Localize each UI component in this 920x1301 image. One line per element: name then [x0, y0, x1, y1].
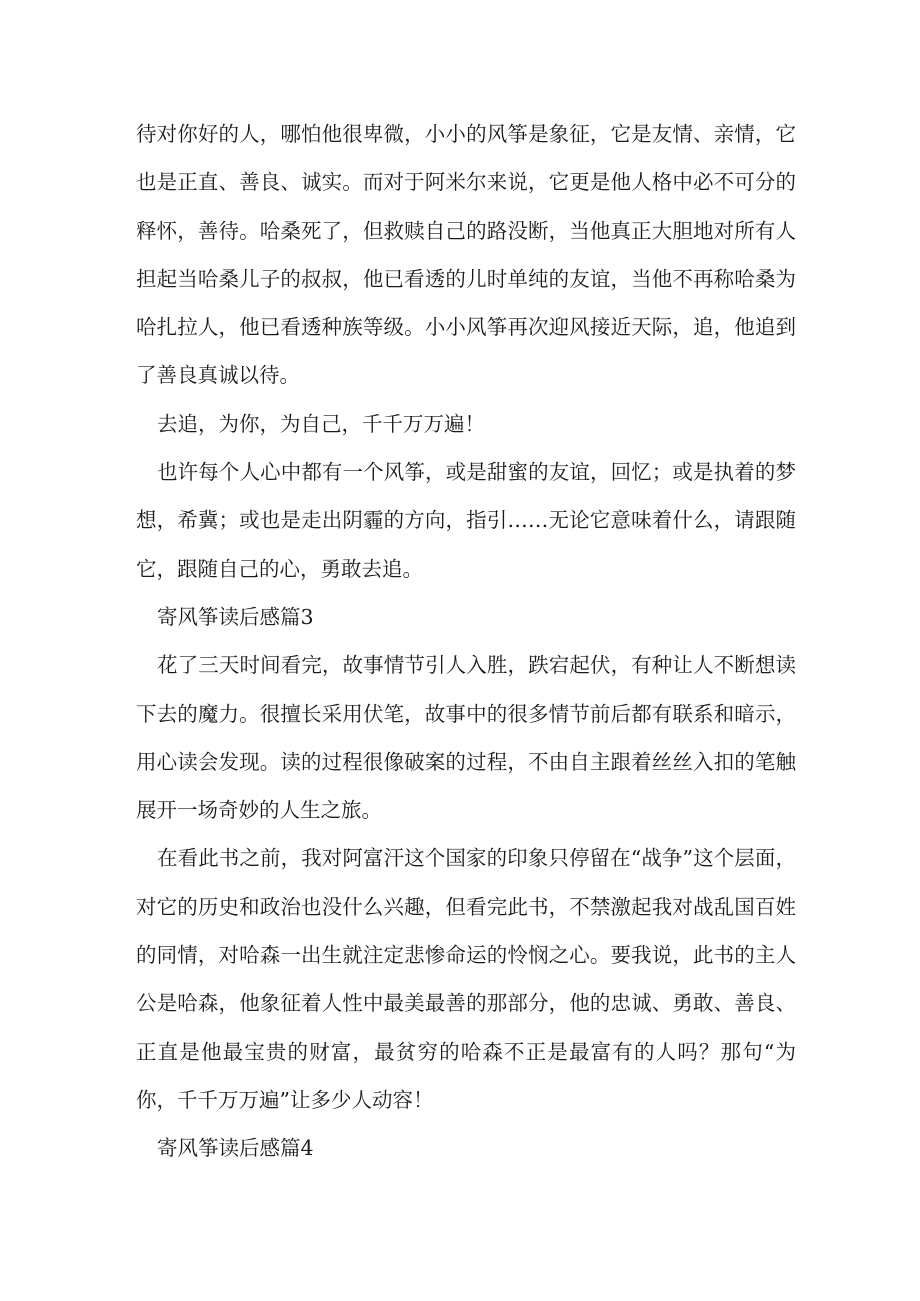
document-body: [136, 110, 796, 1173]
paragraph-afghanistan: 在看此书之前，我对阿富汗这个国家的印象只停留在“战争”这个层面，对它的历史和政治也没什么兴趣，但看完此书，不禁激起我对战乱国百姓的同情，对哈森一出生就注定悲惨命运的怜悯之心。要我说，此书的主人公是哈森，他象征着人性中最美最善的那部分，他的忠诚、勇敢、善良、正直是他最宝贵的财富，最贫穷的哈森不正是最富有的人吗？那句“为你，千千万万遍”让多少人动容！: [136, 846, 796, 1112]
paragraph-go-chase: 去追，为你，为自己，千千万万遍！: [157, 411, 485, 436]
section-heading-3: 寄风筝读后感篇3: [157, 604, 314, 629]
section-heading-4: 寄风筝读后感篇4: [157, 1136, 314, 1161]
paragraph-kite-in-heart: 也许每个人心中都有一个风筝，或是甜蜜的友谊，回忆；或是执着的梦想，希冀；或也是走出阴霾的方向，指引……无论它意味着什么，请跟随它，跟随自己的心，勇敢去追。: [136, 460, 796, 581]
paragraph-three-days: 花了三天时间看完，故事情节引人入胜，跌宕起伏，有种让人不断想读下去的魔力。很擅长采用伏笔，故事中的很多情节前后都有联系和暗示，用心读会发现。读的过程很像破案的过程，不由自主跟着丝丝入扣的笔触展开一场奇妙的人生之旅。: [136, 653, 796, 823]
paragraph-continuation: 待对你好的人，哪怕他很卑微，小小的风筝是象征，它是友情、亲情，它也是正直、善良、诚实。而对于阿米尔来说，它更是他人格中必不可分的释怀，善待。哈桑死了，但救赎自己的路没断，当他真正大胆地对所有人担起当哈桑儿子的叔叔，他已看透的儿时单纯的友谊，当他不再称哈桑为哈扎拉人，他已看透种族等级。小小风筝再次迎风接近天际，追，他追到了善良真诚以待。: [136, 122, 796, 388]
